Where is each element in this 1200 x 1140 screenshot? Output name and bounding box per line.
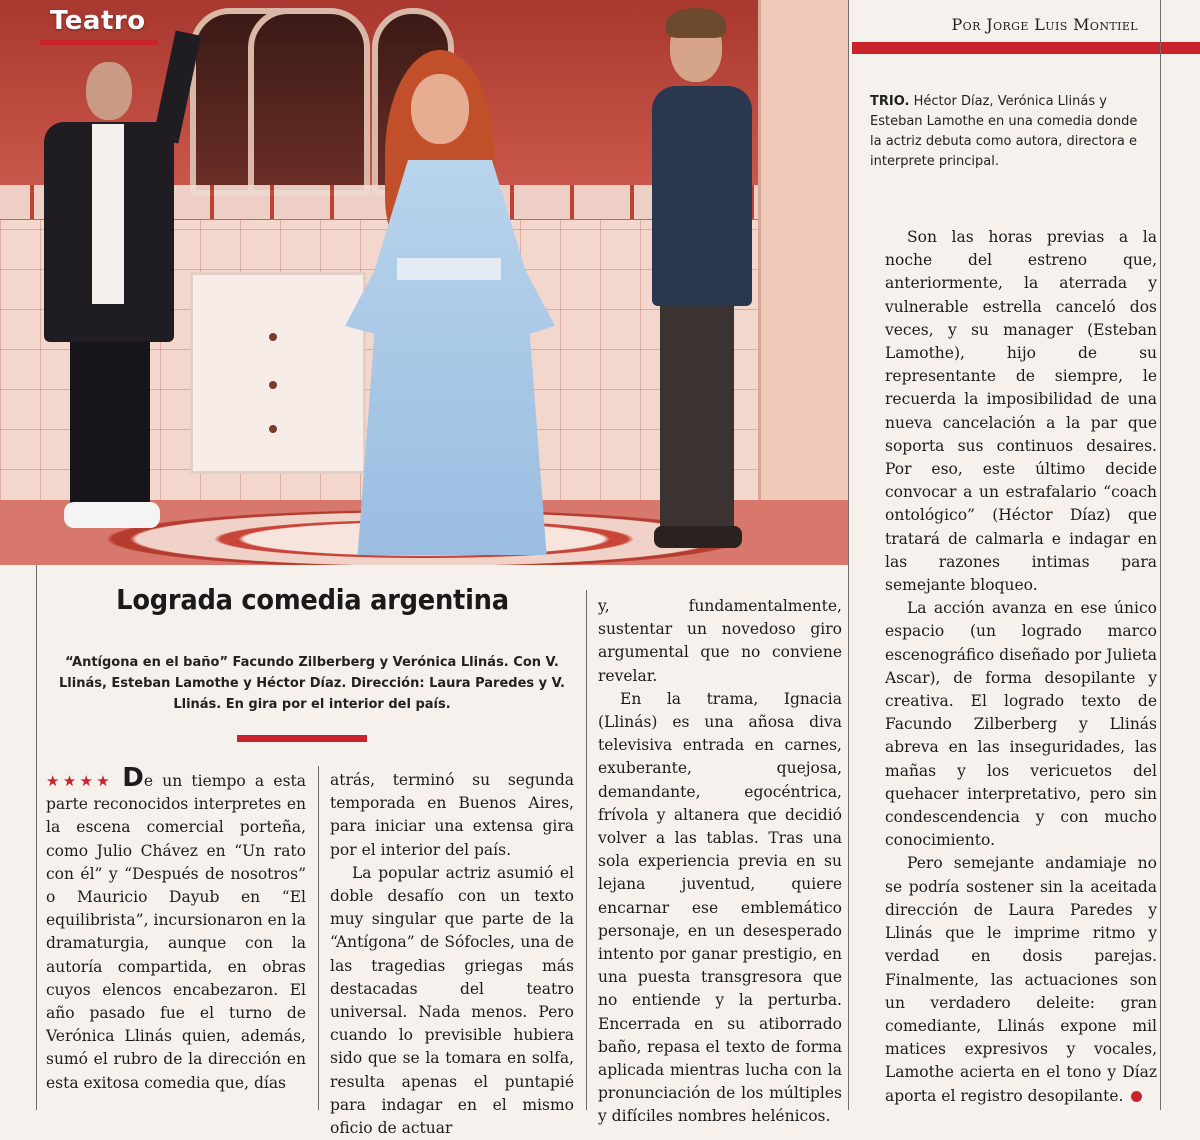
section-underline — [40, 40, 158, 45]
paragraph: y, fundamentalmente, sustentar un novedoso giro argumental que no conviene revelar. — [598, 597, 842, 685]
paragraph: Son las horas previas a la noche del estreno que, anteriormente, la aterrada y vulnerable estrella canceló dos veces, y su manager (Esteban Lamothe), hijo de su representante de siempre, le recuerda la imposibilidad de una nueva cancelación a la par que soporta sus continuos desaires. Por eso, este último decide convocar a un estrafalario “coach ontológico” (Héctor Díaz) que tratará de calmarla e indagar en las razones intimas para semejante bloqueo. — [885, 228, 1157, 595]
byline: Por Jorge Luis Montiel — [951, 15, 1138, 34]
paragraph: La popular actriz asumió el doble desafío con un texto muy singular que parte de la “Antígona” de Sófocles, una de las tragedias griegas más destacadas del teatro universal. Nada menos. Pero cuando lo previsible hubiera sido que se la tomara en solfa, resulta apenas el puntapié para indagar en el mismo oficio de actuar — [330, 863, 574, 1138]
article-column-2 — [330, 769, 574, 1140]
byline-red-bar — [852, 42, 1200, 54]
rating-stars: ★★★★ — [46, 772, 113, 790]
paragraph — [46, 763, 306, 1095]
paragraph-text: Pero semejante andamiaje no se podría sostener sin la aceitada dirección de Laura Paredes y Llinás que le imprime ritmo y verdad en dosis parejas. Finalmente, las actuaciones son un verdadero deleite: gran comediante, Llinás expone mil matices expresivos y vocales, Lamothe acierta en el tono y Díaz aporta el registro desopilante. — [885, 854, 1157, 1105]
drop-cap: D — [122, 763, 144, 793]
end-of-article-icon — [1131, 1091, 1142, 1102]
article-column-4 — [885, 226, 1157, 1108]
show-credits: “Antígona en el baño” Facundo Zilberberg y Verónica Llinás. Con V. Llinás, Esteban Lamothe y Héctor Díaz. Dirección: Laura Paredes y V. Llinás. En gira por el interior del país. — [59, 655, 565, 712]
paragraph: La acción avanza en ese único espacio (un logrado marco escenográfico diseñado por Julieta Ascar), de forma desopilante y creativa. El logrado texto de Facundo Zilberberg y Llinás abreva en las inseguridades, las mañas y los vericuetos del quehacer interpretativo, pero sin condescendencia y con mucho conocimiento. — [885, 599, 1157, 850]
column-rule-1 — [318, 766, 319, 1110]
headline: Lograda comedia argentina — [116, 583, 509, 616]
left-margin-rule — [36, 565, 37, 1110]
paragraph-text: e un tiempo a esta parte reconocidos interpretes en la escena comercial porteña, como Julio Chávez en “Un rato con él” y “Después de nosotros” o Mauricio Dayub en “El equilibrista”, incursionaron en la dramaturgia, aunque con la autoría compartida, en obras cuyos elencos encabezaron. El año pasado fue el turno de Verónica Llinás quien, además, sumó el rubro de la dirección en esta exitosa comedia que, días — [46, 772, 306, 1092]
caption-text: Héctor Díaz, Verónica Llinás y Esteban Lamothe en una comedia donde la actriz debuta como autora, directora e interprete principal. — [870, 94, 1138, 169]
column-rule-2 — [586, 590, 587, 1110]
photo-caption — [870, 92, 1146, 172]
stage-photo — [0, 0, 848, 565]
column-rule-photo — [848, 0, 849, 1110]
paragraph: En la trama, Ignacia (Llinás) es una añosa diva televisiva entrada en carnes, exuberante, quejosa, demandante, egocéntrica, frívola y altanera que decidió volver a las tablas. Tras una sola experiencia previa en su lejana juventud, quiere encarnar ese emblemático personaje, en un desesperado intento por ganar prestigio, en una puesta transgresora que no entiende y la perturba. Encerrada en su atiborrado baño, repasa el texto de forma aplicada mientras lucha con la pronunciación de los múltiples y difíciles nombres helénicos. — [598, 689, 842, 1126]
article-column-1 — [46, 763, 306, 1095]
right-margin-rule — [1160, 0, 1161, 1110]
paragraph — [885, 852, 1157, 1107]
paragraph: atrás, terminó su segunda temporada en Buenos Aires, para iniciar una extensa gira por el interior del país. — [330, 771, 574, 859]
section-label: Teatro — [50, 6, 146, 36]
caption-lead: TRIO. — [870, 94, 910, 109]
article-column-3 — [598, 595, 842, 1129]
headline-red-bar — [237, 735, 367, 742]
